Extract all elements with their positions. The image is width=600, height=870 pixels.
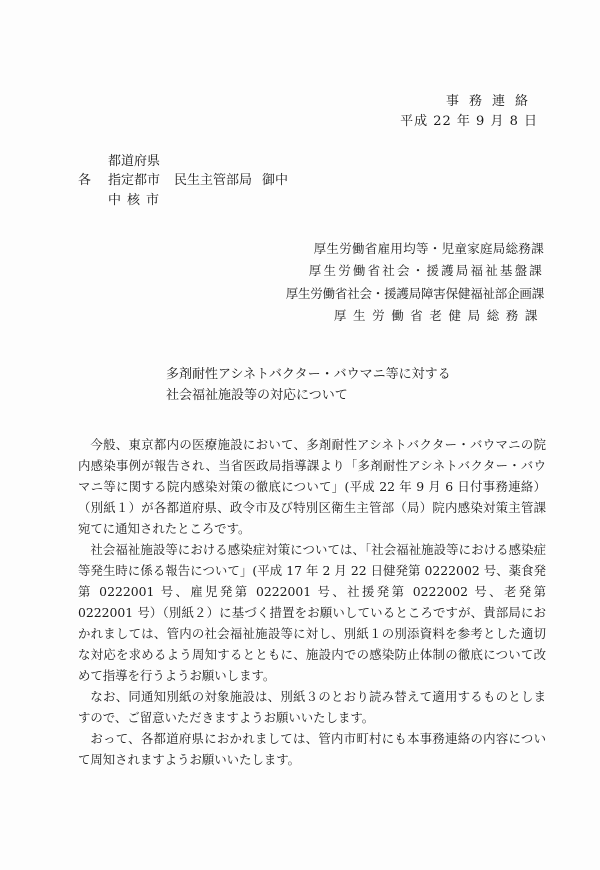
sender-line: 厚生労働省老健局総務課: [333, 308, 544, 323]
addressee-designated-cities: 指定都市: [108, 173, 161, 188]
sender-line: 厚生労働省社会・援護局福祉基盤課: [308, 263, 544, 278]
addressee-department: 民生主管部局: [174, 173, 253, 188]
sender-line: 厚生労働省雇用均等・児童家庭局総務課: [313, 241, 544, 256]
addressee-honorific: 御中: [262, 173, 289, 188]
addressee-core-cities: 中核市: [108, 193, 166, 208]
addressee-main-line: [78, 169, 288, 188]
document-date: 平成 22 年 9 月 8 日: [400, 114, 538, 129]
document-title-line1: 多剤耐性アシネトバクター・バウマニ等に対する: [166, 367, 451, 382]
document-title-line2: 社会福祉施設等の対応について: [166, 388, 348, 403]
addressee-prefectures: 都道府県: [108, 154, 161, 169]
body-paragraph: なお、同通知別紙の対象施設は、別紙３のとおり読み替えて適用するものとしますので、ご留意いただきますようお願いいたします。: [78, 689, 546, 725]
document-type: 事務連絡: [445, 94, 538, 109]
body-paragraph: おって、各都道府県におかれましては、管内市町村にも本事務連絡の内容について周知されますようお願いいたします。: [78, 731, 546, 767]
body-paragraph: 社会福祉施設等における感染症対策については、「社会福祉施設等における感染症等発生時に係る報告について」(平成 17 年 2 月 22 日健発第 0222002 号、薬食発第 0222001 号、雇児発第 0222001 号、社援発第 0222002 号、老発第 0222001 号）（別紙２）に基づく措置をお願いしているところですが、貴部局におかれましては、管内の社会福祉施設等に対し、別紙１の別添資料を参考とした適切な対応を求めるよう周知するとともに、施設内での感染防止体制の徹底について改めて指導を行うようお願いします。: [78, 542, 546, 683]
body-paragraph: 今般、東京都内の医療施設において、多剤耐性アシネトバクター・バウマニの院内感染事例が報告され、当省医政局指導課より「多剤耐性アシネトバクター・バウマニ等に関する院内感染対策の徹底について」(平成 22 年 9 月 6 日付事務連絡）（別紙１）が各都道府県、政令市及び特別区衛生主管部（局）院内感染対策主管課宛てに通知されたところです。: [78, 437, 546, 536]
document-body: [78, 434, 546, 770]
addressee-kaku: 各: [78, 173, 92, 188]
sender-line: 厚生労働省社会・援護局障害保健福祉部企画課: [285, 286, 544, 301]
